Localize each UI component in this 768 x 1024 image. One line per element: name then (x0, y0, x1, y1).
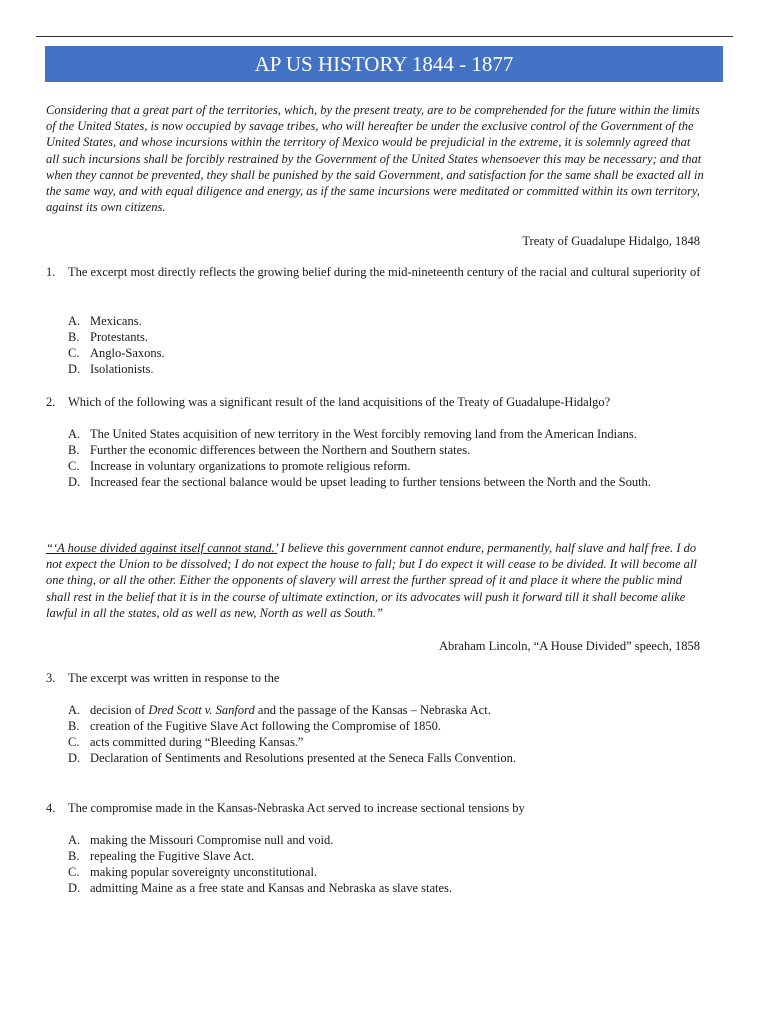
top-rule (36, 36, 733, 37)
question-stem: The excerpt was written in response to the (68, 671, 280, 685)
option-d[interactable]: D. Declaration of Sentiments and Resolutions presented at the Seneca Falls Convention. (68, 751, 516, 765)
question-number: 3. (46, 671, 56, 685)
question-3 (46, 670, 706, 686)
option-d[interactable]: D. admitting Maine as a free state and Kansas and Nebraska as slave states. (68, 881, 453, 895)
treaty-excerpt: Considering that a great part of the territories, which, by the present treaty, are to be comprehended for the future within the limits of the United States, is now occupied by savage tribes, who will hereafter be under the exclusive control of the Government of the United States, and whose incursions within the territory of Mexico would be prejudicial in the extreme, it is solemnly agreed that all such incursions shall be forcibly restrained by the Government of the United States whensoever this may be necessary; and that when they cannot be prevented, they shall be punished by the said Government, and satisfaction for the same shall be exacted all in the same way, and with equal diligence and energy, as if the same incursions were meditated or committed within its own territory, against its own citizens. (46, 103, 704, 215)
question-4-options (68, 832, 718, 896)
option-c[interactable]: C. acts committed during “Bleeding Kansas.” (68, 735, 304, 749)
lincoln-excerpt: “‘A house divided against itself cannot stand.’ I believe this government cannot endure, permanently, half slave and half free. I do not expect the Union to be dissolved; I do not expect the house to fall; but I do expect it will cease to be divided. It will become all one thing, or all the other. Either the opponents of slavery will arrest the further spread of it and place it where the public mind shall rest in the belief that it is in the course of ultimate extinction, or its advocates will push it forward till it shall become alike lawful in all the states, old as well as new, North as well as South.” (46, 541, 697, 620)
question-number: 4. (46, 801, 56, 815)
option-b[interactable]: B. Protestants. (68, 330, 148, 344)
question-1-options (68, 313, 718, 377)
question-2-options (68, 426, 718, 490)
excerpt-lead: “‘A house divided against itself cannot stand.’ (46, 541, 278, 555)
option-c[interactable]: C. Increase in voluntary organizations to promote religious reform. (68, 459, 411, 473)
question-stem: Which of the following was a significant result of the land acquisitions of the Treaty of Guadalupe-Hidalgo? (68, 395, 611, 409)
question-4 (46, 800, 706, 816)
question-1 (46, 264, 706, 280)
page-title: AP US HISTORY 1844 - 1877 (45, 46, 723, 82)
question-stem: The excerpt most directly reflects the growing belief during the mid-nineteenth century of the racial and cultural superiority of (68, 265, 701, 279)
option-b[interactable]: B. repealing the Fugitive Slave Act. (68, 849, 255, 863)
option-a[interactable]: A. making the Missouri Compromise null and void. (68, 833, 334, 847)
question-3-options (68, 702, 718, 766)
option-a[interactable]: A. decision of Dred Scott v. Sanford and the passage of the Kansas – Nebraska Act. (68, 703, 491, 717)
option-c[interactable]: C. Anglo-Saxons. (68, 346, 165, 360)
question-stem: The compromise made in the Kansas-Nebraska Act served to increase sectional tensions by (68, 801, 525, 815)
option-a[interactable]: A. Mexicans. (68, 314, 142, 328)
option-d[interactable]: D. Isolationists. (68, 362, 154, 376)
option-b[interactable]: B. Further the economic differences between the Northern and Southern states. (68, 443, 471, 457)
option-d[interactable]: D. Increased fear the sectional balance would be upset leading to further tensions between the North and the South. (68, 475, 651, 489)
option-c[interactable]: C. making popular sovereignty unconstitutional. (68, 865, 318, 879)
option-b[interactable]: B. creation of the Fugitive Slave Act following the Compromise of 1850. (68, 719, 441, 733)
question-number: 1. (46, 265, 56, 279)
question-2 (46, 394, 706, 410)
option-a[interactable]: A. The United States acquisition of new territory in the West forcibly removing land from the American Indians. (68, 427, 637, 441)
question-number: 2. (46, 395, 56, 409)
lincoln-source: Abraham Lincoln, “A House Divided” speech, 1858 (438, 639, 700, 653)
treaty-source: Treaty of Guadalupe Hidalgo, 1848 (522, 234, 700, 248)
